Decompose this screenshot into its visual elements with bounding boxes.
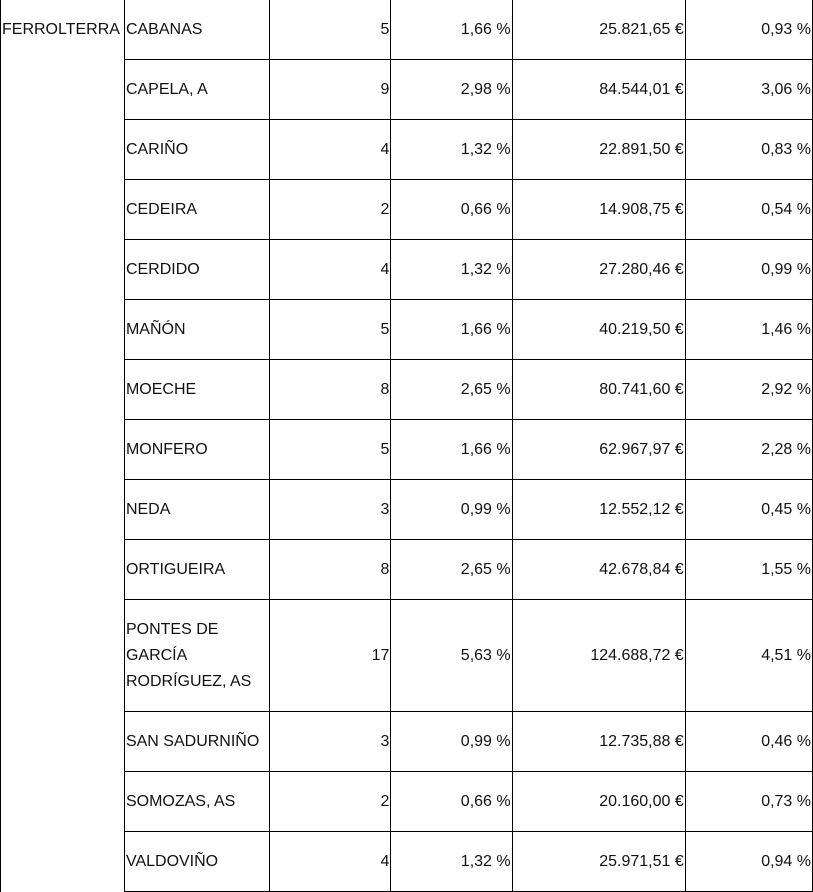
region-cell <box>1 772 125 832</box>
amount-percent-cell: 0,45 % <box>685 480 812 540</box>
region-cell <box>1 832 125 892</box>
region-cell <box>1 300 125 360</box>
amount-cell: 124.688,72 € <box>512 600 685 712</box>
municipality-cell: ORTIGUEIRA <box>124 540 270 600</box>
municipality-cell: CAPELA, A <box>124 60 270 120</box>
amount-percent-cell: 3,06 % <box>685 60 812 120</box>
count-percent-cell: 0,66 % <box>391 180 512 240</box>
municipality-cell: CARIÑO <box>124 120 270 180</box>
region-cell <box>1 180 125 240</box>
municipality-cell: PONTES DE GARCÍA RODRÍGUEZ, AS <box>124 600 270 712</box>
municipality-cell: MOECHE <box>124 360 270 420</box>
count-cell: 8 <box>270 540 391 600</box>
amount-cell: 25.971,51 € <box>512 832 685 892</box>
table-row <box>1 540 813 600</box>
amount-cell: 20.160,00 € <box>512 772 685 832</box>
table-row <box>1 712 813 772</box>
count-percent-cell: 1,66 % <box>391 420 512 480</box>
count-percent-cell: 2,65 % <box>391 540 512 600</box>
region-cell: FERROLTERRA <box>1 0 125 60</box>
table-row <box>1 772 813 832</box>
count-percent-cell: 0,66 % <box>391 772 512 832</box>
amount-percent-cell: 2,92 % <box>685 360 812 420</box>
count-percent-cell: 1,66 % <box>391 0 512 60</box>
amount-percent-cell: 0,99 % <box>685 240 812 300</box>
amount-cell: 27.280,46 € <box>512 240 685 300</box>
municipality-cell: VALDOVIÑO <box>124 832 270 892</box>
amount-percent-cell: 0,73 % <box>685 772 812 832</box>
amount-cell: 14.908,75 € <box>512 180 685 240</box>
region-cell <box>1 712 125 772</box>
region-cell <box>1 120 125 180</box>
amount-cell: 80.741,60 € <box>512 360 685 420</box>
amount-cell: 25.821,65 € <box>512 0 685 60</box>
table-row <box>1 180 813 240</box>
count-percent-cell: 0,99 % <box>391 480 512 540</box>
municipality-cell: NEDA <box>124 480 270 540</box>
amount-cell: 62.967,97 € <box>512 420 685 480</box>
table-row <box>1 300 813 360</box>
count-cell: 4 <box>270 240 391 300</box>
count-cell: 5 <box>270 0 391 60</box>
table-row <box>1 60 813 120</box>
amount-percent-cell: 0,93 % <box>685 0 812 60</box>
amount-cell: 12.735,88 € <box>512 712 685 772</box>
amount-percent-cell: 0,83 % <box>685 120 812 180</box>
municipality-cell: CERDIDO <box>124 240 270 300</box>
table-row <box>1 420 813 480</box>
count-cell: 3 <box>270 480 391 540</box>
count-cell: 5 <box>270 420 391 480</box>
municipality-cell: SAN SADURNIÑO <box>124 712 270 772</box>
region-cell <box>1 540 125 600</box>
region-cell <box>1 360 125 420</box>
region-cell <box>1 60 125 120</box>
table-row <box>1 240 813 300</box>
amount-cell: 84.544,01 € <box>512 60 685 120</box>
region-cell <box>1 420 125 480</box>
count-percent-cell: 1,32 % <box>391 832 512 892</box>
region-cell <box>1 240 125 300</box>
count-cell: 8 <box>270 360 391 420</box>
amount-percent-cell: 0,94 % <box>685 832 812 892</box>
count-percent-cell: 2,65 % <box>391 360 512 420</box>
amount-cell: 40.219,50 € <box>512 300 685 360</box>
count-cell: 2 <box>270 180 391 240</box>
count-cell: 4 <box>270 120 391 180</box>
table-row <box>1 0 813 60</box>
count-cell: 17 <box>270 600 391 712</box>
municipality-cell: SOMOZAS, AS <box>124 772 270 832</box>
count-cell: 4 <box>270 832 391 892</box>
count-percent-cell: 1,32 % <box>391 120 512 180</box>
region-cell <box>1 480 125 540</box>
count-cell: 9 <box>270 60 391 120</box>
table-row <box>1 120 813 180</box>
municipality-cell: CEDEIRA <box>124 180 270 240</box>
municipality-cell: MONFERO <box>124 420 270 480</box>
count-percent-cell: 2,98 % <box>391 60 512 120</box>
amount-percent-cell: 2,28 % <box>685 420 812 480</box>
count-percent-cell: 0,99 % <box>391 712 512 772</box>
municipality-cell: CABANAS <box>124 0 270 60</box>
amount-cell: 12.552,12 € <box>512 480 685 540</box>
count-cell: 3 <box>270 712 391 772</box>
count-cell: 5 <box>270 300 391 360</box>
municipality-cell: MAÑÓN <box>124 300 270 360</box>
amount-percent-cell: 1,46 % <box>685 300 812 360</box>
region-cell <box>1 600 125 712</box>
amount-cell: 42.678,84 € <box>512 540 685 600</box>
amount-percent-cell: 4,51 % <box>685 600 812 712</box>
count-percent-cell: 1,66 % <box>391 300 512 360</box>
count-percent-cell: 5,63 % <box>391 600 512 712</box>
table-row <box>1 600 813 712</box>
table-row <box>1 832 813 892</box>
count-cell: 2 <box>270 772 391 832</box>
amount-percent-cell: 0,46 % <box>685 712 812 772</box>
table-row <box>1 480 813 540</box>
table-body <box>1 0 813 892</box>
amount-cell: 22.891,50 € <box>512 120 685 180</box>
table-row <box>1 360 813 420</box>
amount-percent-cell: 0,54 % <box>685 180 812 240</box>
amount-percent-cell: 1,55 % <box>685 540 812 600</box>
count-percent-cell: 1,32 % <box>391 240 512 300</box>
